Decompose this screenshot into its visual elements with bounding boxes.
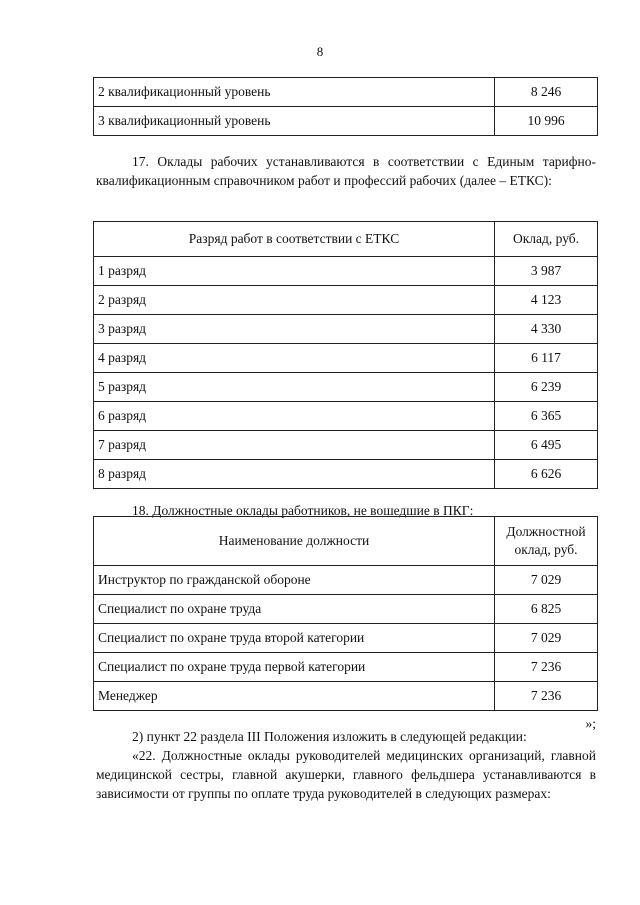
row-value: 7 236	[495, 682, 598, 711]
table-row	[94, 257, 598, 286]
table-row	[94, 595, 598, 624]
row-value: 4 330	[495, 315, 598, 344]
point-2-text: 2) пункт 22 раздела III Положения изложить в следующей редакции:	[132, 729, 527, 744]
row-value: 4 123	[495, 286, 598, 315]
table-row	[94, 682, 598, 711]
header-official-salary	[495, 517, 598, 566]
header-position-label: Наименование должности	[218, 533, 370, 548]
row-value: 6 117	[495, 344, 598, 373]
row-value: 7 236	[495, 653, 598, 682]
section-17-text: 17. Оклады рабочих устанавливаются в соответствии с Единым тарифно-квалификационным справочником работ и профессий рабочих (далее – ЕТКС):	[96, 154, 596, 188]
table-row	[94, 78, 598, 107]
qualification-levels-table	[93, 77, 598, 136]
row-name: 8 разряд	[94, 460, 495, 489]
positions-table	[93, 516, 598, 711]
row-name: Специалист по охране труда второй категории	[94, 624, 495, 653]
row-value: 6 365	[495, 402, 598, 431]
row-name: 6 разряд	[94, 402, 495, 431]
page-number: 8	[316, 44, 324, 59]
header-salary: Оклад, руб.	[495, 222, 598, 257]
row-name: 2 разряд	[94, 286, 495, 315]
row-name: Специалист по охране труда первой категории	[94, 653, 495, 682]
row-name: Менеджер	[94, 682, 495, 711]
row-name: 7 разряд	[94, 431, 495, 460]
row-name: 1 разряд	[94, 257, 495, 286]
section-18-text: 18. Должностные оклады работников, не вошедшие в ПКГ:	[132, 503, 474, 518]
row-value: 3 987	[495, 257, 598, 286]
row-name: 3 квалификационный уровень	[94, 107, 495, 136]
row-value: 10 996	[495, 107, 598, 136]
header-salary-line1: Должностной	[506, 524, 586, 539]
row-value: 6 239	[495, 373, 598, 402]
row-value: 8 246	[495, 78, 598, 107]
table-row	[94, 107, 598, 136]
row-name: Специалист по охране труда	[94, 595, 495, 624]
table-row	[94, 344, 598, 373]
header-position	[94, 517, 495, 566]
closing-quote: »;	[585, 716, 596, 731]
table-header-row	[94, 222, 598, 257]
table-row	[94, 402, 598, 431]
table-row	[94, 315, 598, 344]
table-row	[94, 460, 598, 489]
row-name: 2 квалификационный уровень	[94, 78, 495, 107]
row-name: 3 разряд	[94, 315, 495, 344]
row-value: 6 626	[495, 460, 598, 489]
row-name: 4 разряд	[94, 344, 495, 373]
table-row	[94, 373, 598, 402]
table-row	[94, 653, 598, 682]
header-grade: Разряд работ в соответствии с ЕТКС	[94, 222, 495, 257]
table-row	[94, 624, 598, 653]
table-row	[94, 566, 598, 595]
row-name: 5 разряд	[94, 373, 495, 402]
table-row	[94, 286, 598, 315]
table-row	[94, 431, 598, 460]
row-value: 7 029	[495, 624, 598, 653]
etks-grades-table	[93, 221, 598, 489]
row-value: 7 029	[495, 566, 598, 595]
table-header-row	[94, 517, 598, 566]
row-value: 6 825	[495, 595, 598, 624]
header-salary-line2: оклад, руб.	[514, 542, 578, 557]
row-name: Инструктор по гражданской обороне	[94, 566, 495, 595]
section-22-text: «22. Должностные оклады руководителей медицинских организаций, главной медицинской сестры, главной акушерки, главного фельдшера устанавливаются в зависимости от группы по оплате труда руководителей в следующих размерах:	[96, 748, 596, 801]
row-value: 6 495	[495, 431, 598, 460]
